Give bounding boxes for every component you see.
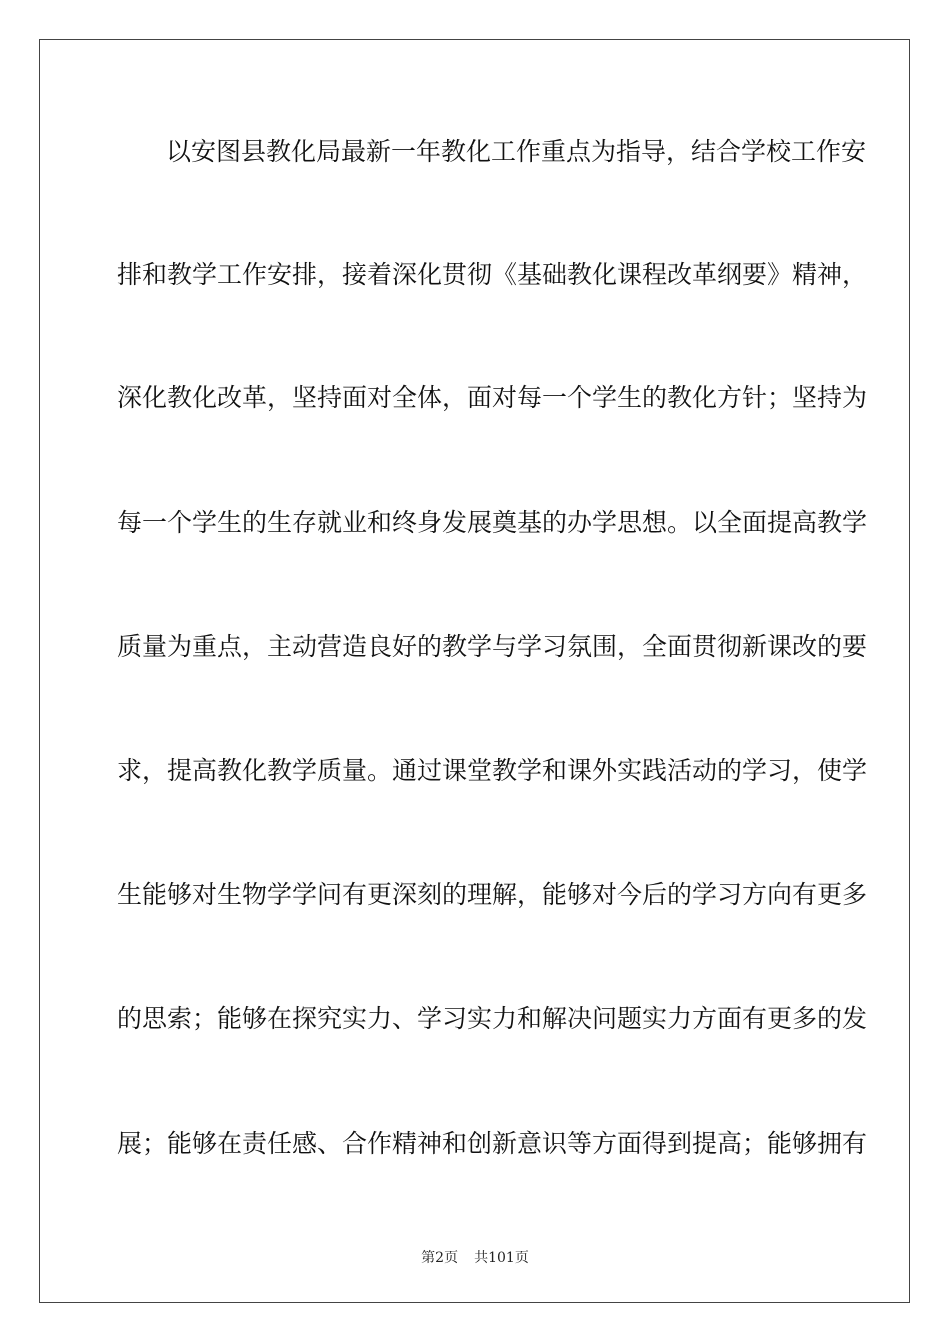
body-text-line: 展；能够在责任感、合作精神和创新意识等方面得到提高；能够拥有 — [117, 1129, 868, 1158]
page-number: 第2页 — [421, 1250, 459, 1266]
body-text-line: 深化教化改革，坚持面对全体，面对每一个学生的教化方针；坚持为 — [117, 383, 868, 412]
body-text-line: 的思索；能够在探究实力、学习实力和解决问题实力方面有更多的发 — [117, 1004, 868, 1033]
page-border — [39, 39, 910, 1303]
body-text-line: 以安图县教化局最新一年教化工作重点为指导，结合学校工作安 — [166, 137, 867, 166]
body-text-line: 生能够对生物学学问有更深刻的理解，能够对今后的学习方向有更多 — [117, 880, 868, 909]
body-text-line: 每一个学生的生存就业和终身发展奠基的办学思想。以全面提高教学 — [117, 508, 868, 537]
body-text-line: 求，提高教化教学质量。通过课堂教学和课外实践活动的学习，使学 — [117, 756, 868, 785]
body-text-line: 排和教学工作安排，接着深化贯彻《基础教化课程改革纲要》精神， — [117, 260, 868, 289]
body-text-line: 质量为重点，主动营造良好的教学与学习氛围，全面贯彻新课改的要 — [117, 632, 868, 661]
page-footer — [0, 1249, 950, 1267]
total-pages: 共101页 — [474, 1250, 529, 1266]
